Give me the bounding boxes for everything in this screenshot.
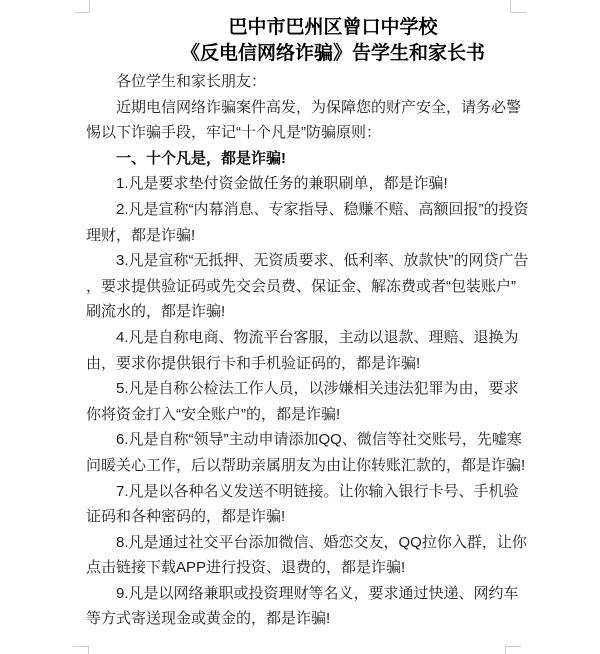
body-line-item-1: 1.凡是要求垫付资金做任务的兼职刷单，都是诈骗!: [116, 175, 448, 193]
body-line: 你将资金打入“安全账户”的，都是诈骗!: [86, 405, 341, 423]
body-line: 等方式寄送现金或黄金的，都是诈骗!: [86, 610, 331, 628]
doc-title-school: 巴中市巴州区曾口中学校: [228, 17, 438, 38]
document-header: [181, 15, 485, 67]
body-line: 刷流水的，都是诈骗!: [86, 303, 226, 321]
body-line: 惕以下诈骗手段，牢记“十个凡是”防骗原则：: [86, 124, 381, 142]
doc-title-notice: 《反电信网络诈骗》告学生和家长书: [180, 43, 486, 64]
body-line-item-2: 2.凡是宣称“内幕消息、专家指导、稳赚不赔、高额回报”的投资: [116, 200, 529, 218]
body-line-item-8: 8.凡是通过社交平台添加微信、婚恋交友，QQ拉你入群，让你: [116, 533, 527, 551]
body-line-heading: 一、十个凡是，都是诈骗!: [116, 149, 286, 167]
body-line: 证码和各种密码的，都是诈骗!: [86, 508, 286, 526]
margin-crop-mark-top-right-icon: [510, 0, 526, 13]
body-line: ，要求提供验证码或先交会员费、保证金、解冻费或者“包装账户”: [86, 277, 516, 295]
body-line-item-9: 9.凡是以网络兼职或投资理财等名义，要求通过快递、网约车: [116, 584, 519, 602]
body-line-item-5: 5.凡是自称公检法工作人员，以涉嫌相关违法犯罪为由，要求: [116, 380, 519, 398]
body-line: 近期电信网络诈骗案件高发，为保障您的财产安全，请务必警: [116, 98, 522, 116]
document-body: [86, 69, 556, 632]
body-line-item-4: 4.凡是自称电商、物流平台客服，主动以退款、理赔、退换为: [116, 328, 519, 346]
body-line: 理财，都是诈骗!: [86, 226, 196, 244]
body-line-item-7: 7.凡是以各种名义发送不明链接。让你输入银行卡号、手机验: [116, 482, 519, 500]
body-line: 问暖关心工作，后以帮助亲属朋友为由让你转账汇款的，都是诈骗!: [86, 456, 526, 474]
body-line-salutation: 各位学生和家长朋友：: [116, 73, 267, 90]
body-line-item-3: 3.凡是宣称“无抵押、无资质要求、低利率、放款快”的网贷广告: [116, 252, 529, 270]
body-line: 由，要求你提供银行卡和手机验证码的，都是诈骗!: [86, 354, 421, 372]
body-line-item-6: 6.凡是自称“领导”主动申请添加QQ、微信等社交账号，先嘘寒: [116, 431, 522, 449]
body-line: 点击链接下载APP进行投资、退费的，都是诈骗!: [86, 559, 406, 577]
margin-crop-mark-top-left-icon: [75, 0, 90, 13]
